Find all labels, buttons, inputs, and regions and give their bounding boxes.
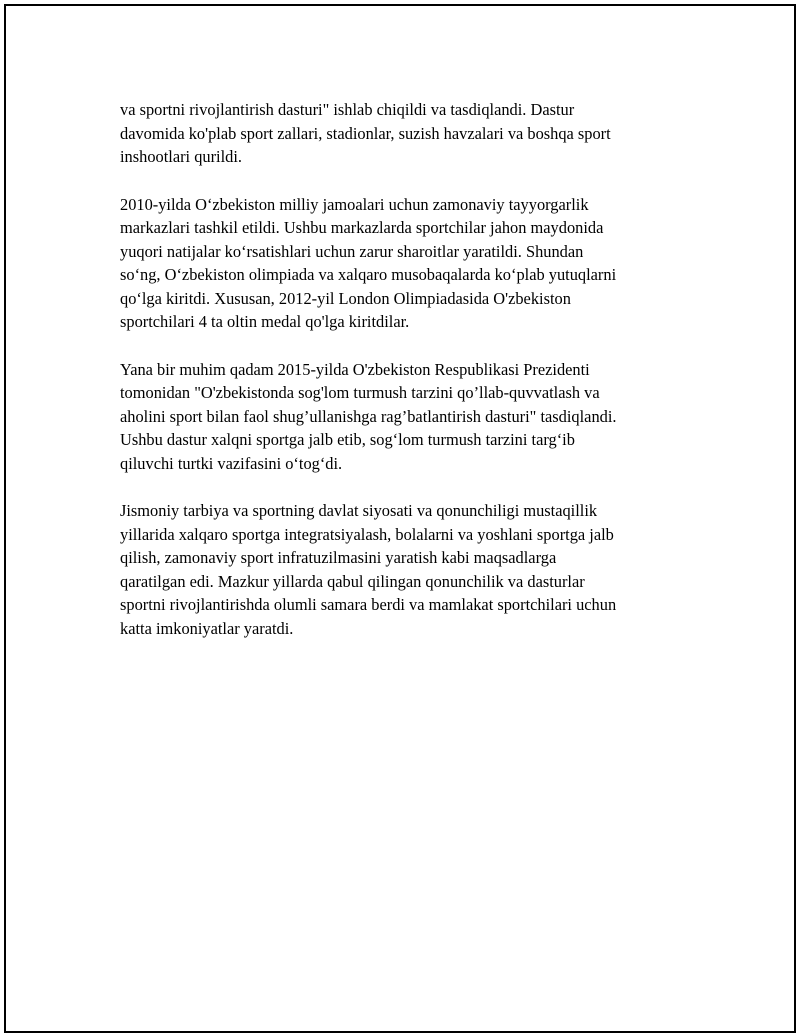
text-line: aholini sport bilan faol shug’ullanishga rag’batlantirish dasturi" tasdiqlandi. bbox=[120, 406, 617, 426]
document-body bbox=[120, 98, 700, 664]
page-frame bbox=[4, 4, 796, 1033]
paragraph-2 bbox=[120, 193, 700, 334]
text-line: so‘ng, O‘zbekiston olimpiada va xalqaro musobaqalarda ko‘plab yutuqlarni bbox=[120, 265, 617, 284]
text-line: qilish, zamonaviy sport infratuzilmasini yaratish kabi maqsadlarga bbox=[120, 548, 557, 567]
text-line: va sportni rivojlantirish dasturi" ishlab chiqildi va tasdiqlandi. Dastur bbox=[120, 100, 575, 119]
text-line: yuqori natijalar ko‘rsatishlari uchun zarur sharoitlar yaratildi. Shundan bbox=[120, 241, 584, 261]
text-line: sportchilari 4 ta oltin medal qo'lga kiritdilar. bbox=[120, 312, 410, 331]
text-line: davomida ko'plab sport zallari, stadionlar, suzish havzalari va boshqa sport bbox=[120, 123, 611, 143]
text-line: yillarida xalqaro sportga integratsiyalash, bolalarni va yoshlani sportga jalb bbox=[120, 524, 614, 544]
text-line: Yana bir muhim qadam 2015-yilda O'zbekiston Respublikasi Prezidenti bbox=[120, 359, 590, 379]
text-line: inshootlari qurildi. bbox=[120, 147, 243, 166]
text-line: Ushbu dastur xalqni sportga jalb etib, sog‘lom turmush tarzini targ‘ib bbox=[120, 430, 575, 449]
text-line: 2010-yilda O‘zbekiston milliy jamoalari uchun zamonaviy tayyorgarlik bbox=[120, 194, 589, 214]
text-line: Jismoniy tarbiya va sportning davlat siyosati va qonunchiligi mustaqillik bbox=[120, 501, 598, 520]
text-line: tomonidan "O'zbekistonda sog'lom turmush tarzini qo’llab-quvvatlash va bbox=[120, 383, 600, 402]
text-line: sportni rivojlantirishda olumli samara berdi va mamlakat sportchilari uchun bbox=[120, 595, 617, 614]
text-line: qaratilgan edi. Mazkur yillarda qabul qilingan qonunchilik va dasturlar bbox=[120, 571, 585, 591]
paragraph-4 bbox=[120, 499, 700, 640]
text-line: qiluvchi turtki vazifasini o‘tog‘di. bbox=[120, 453, 343, 473]
text-line: katta imkoniyatlar yaratdi. bbox=[120, 618, 294, 638]
text-line: qo‘lga kiritdi. Xususan, 2012-yil London Olimpiadasida O'zbekiston bbox=[120, 288, 571, 308]
text-line: markazlari tashkil etildi. Ushbu markazlarda sportchilar jahon maydonida bbox=[120, 218, 604, 237]
paragraph-1 bbox=[120, 98, 700, 169]
paragraph-3 bbox=[120, 358, 700, 476]
